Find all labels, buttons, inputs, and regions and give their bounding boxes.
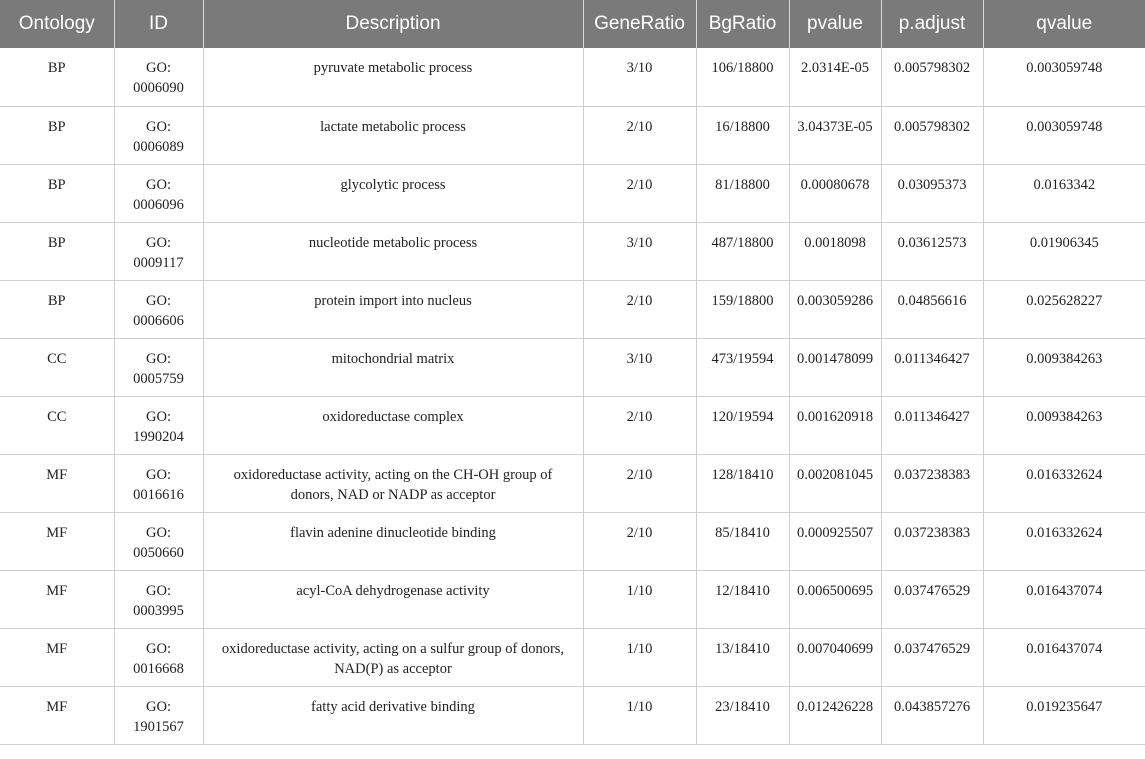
- header-p-adjust: p.adjust: [881, 0, 983, 48]
- cell-go-id: [114, 454, 203, 512]
- cell-description: fatty acid derivative binding: [203, 686, 583, 744]
- go-id-number: 1901567: [133, 718, 184, 735]
- cell-go-id: [114, 106, 203, 164]
- go-id-prefix: GO:: [146, 582, 171, 599]
- cell-pvalue: 0.001478099: [789, 338, 881, 396]
- cell-gene-ratio: 3/10: [583, 48, 696, 106]
- cell-bg-ratio: 120/19594: [696, 396, 789, 454]
- cell-ontology: MF: [0, 454, 114, 512]
- cell-go-id: [114, 628, 203, 686]
- table-row: [0, 106, 1145, 164]
- go-id-number: 0016668: [133, 660, 184, 677]
- table-header: [0, 0, 1145, 48]
- cell-description: oxidoreductase activity, acting on the CH-OH group of donors, NAD or NADP as acceptor: [203, 454, 583, 512]
- cell-go-id: [114, 164, 203, 222]
- go-id-number: 0003995: [133, 602, 184, 619]
- go-id-number: 0006096: [133, 196, 184, 213]
- cell-gene-ratio: 1/10: [583, 686, 696, 744]
- go-id-number: 0009117: [133, 254, 184, 271]
- go-id-prefix: GO:: [146, 350, 171, 367]
- cell-gene-ratio: 2/10: [583, 280, 696, 338]
- cell-p-adjust: 0.005798302: [881, 48, 983, 106]
- table-row: [0, 454, 1145, 512]
- cell-ontology: CC: [0, 338, 114, 396]
- cell-p-adjust: 0.037476529: [881, 570, 983, 628]
- cell-ontology: BP: [0, 280, 114, 338]
- cell-gene-ratio: 1/10: [583, 570, 696, 628]
- go-id-prefix: GO:: [146, 234, 171, 251]
- cell-bg-ratio: 487/18800: [696, 222, 789, 280]
- cell-p-adjust: 0.037238383: [881, 454, 983, 512]
- cell-bg-ratio: 128/18410: [696, 454, 789, 512]
- header-pvalue: pvalue: [789, 0, 881, 48]
- table-row: [0, 222, 1145, 280]
- go-id-number: 0050660: [133, 544, 184, 561]
- cell-pvalue: 3.04373E-05: [789, 106, 881, 164]
- table-row: [0, 280, 1145, 338]
- cell-qvalue: 0.016332624: [983, 512, 1145, 570]
- cell-ontology: BP: [0, 106, 114, 164]
- cell-go-id: [114, 512, 203, 570]
- header-row: [0, 0, 1145, 48]
- cell-qvalue: 0.016437074: [983, 570, 1145, 628]
- cell-go-id: [114, 222, 203, 280]
- go-id-number: 0006090: [133, 80, 184, 96]
- cell-p-adjust: 0.03095373: [881, 164, 983, 222]
- cell-ontology: MF: [0, 628, 114, 686]
- cell-pvalue: 0.007040699: [789, 628, 881, 686]
- go-id-number: 0006089: [133, 138, 184, 155]
- cell-description: acyl-CoA dehydrogenase activity: [203, 570, 583, 628]
- cell-bg-ratio: 13/18410: [696, 628, 789, 686]
- cell-ontology: MF: [0, 570, 114, 628]
- cell-gene-ratio: 3/10: [583, 338, 696, 396]
- cell-qvalue: 0.01906345: [983, 222, 1145, 280]
- cell-pvalue: 0.002081045: [789, 454, 881, 512]
- cell-gene-ratio: 2/10: [583, 106, 696, 164]
- go-id-number: 0005759: [133, 370, 184, 387]
- cell-description: pyruvate metabolic process: [203, 48, 583, 106]
- cell-ontology: MF: [0, 512, 114, 570]
- cell-gene-ratio: 2/10: [583, 396, 696, 454]
- cell-go-id: [114, 570, 203, 628]
- cell-pvalue: 0.0018098: [789, 222, 881, 280]
- cell-pvalue: 0.00080678: [789, 164, 881, 222]
- cell-ontology: MF: [0, 686, 114, 744]
- go-id-prefix: GO:: [146, 466, 171, 483]
- table-row: [0, 164, 1145, 222]
- cell-qvalue: 0.016437074: [983, 628, 1145, 686]
- cell-pvalue: 0.012426228: [789, 686, 881, 744]
- table-row: [0, 686, 1145, 744]
- header-id: ID: [114, 0, 203, 48]
- go-id-prefix: GO:: [146, 408, 171, 425]
- cell-description: lactate metabolic process: [203, 106, 583, 164]
- cell-description: flavin adenine dinucleotide binding: [203, 512, 583, 570]
- cell-gene-ratio: 3/10: [583, 222, 696, 280]
- cell-go-id: [114, 280, 203, 338]
- cell-gene-ratio: 2/10: [583, 454, 696, 512]
- cell-p-adjust: 0.04856616: [881, 280, 983, 338]
- header-bg-ratio: BgRatio: [696, 0, 789, 48]
- cell-ontology: BP: [0, 164, 114, 222]
- cell-description: glycolytic process: [203, 164, 583, 222]
- cell-bg-ratio: 81/18800: [696, 164, 789, 222]
- cell-pvalue: 0.001620918: [789, 396, 881, 454]
- cell-bg-ratio: 473/19594: [696, 338, 789, 396]
- go-id-prefix: GO:: [146, 524, 171, 541]
- cell-description: nucleotide metabolic process: [203, 222, 583, 280]
- cell-p-adjust: 0.011346427: [881, 338, 983, 396]
- go-id-number: 0016616: [133, 486, 184, 503]
- cell-qvalue: 0.025628227: [983, 280, 1145, 338]
- cell-description: protein import into nucleus: [203, 280, 583, 338]
- cell-qvalue: 0.009384263: [983, 338, 1145, 396]
- cell-qvalue: 0.019235647: [983, 686, 1145, 744]
- cell-p-adjust: 0.037238383: [881, 512, 983, 570]
- cell-bg-ratio: 159/18800: [696, 280, 789, 338]
- cell-go-id: [114, 686, 203, 744]
- cell-p-adjust: 0.043857276: [881, 686, 983, 744]
- cell-bg-ratio: 106/18800: [696, 48, 789, 106]
- cell-pvalue: 2.0314E-05: [789, 48, 881, 106]
- cell-gene-ratio: 2/10: [583, 164, 696, 222]
- cell-go-id: [114, 48, 203, 106]
- header-ontology: Ontology: [0, 0, 114, 48]
- cell-p-adjust: 0.037476529: [881, 628, 983, 686]
- table-row: [0, 396, 1145, 454]
- go-id-prefix: GO:: [146, 176, 171, 193]
- go-id-prefix: GO:: [146, 118, 171, 135]
- cell-p-adjust: 0.005798302: [881, 106, 983, 164]
- cell-ontology: BP: [0, 222, 114, 280]
- cell-p-adjust: 0.03612573: [881, 222, 983, 280]
- cell-ontology: BP: [0, 48, 114, 106]
- go-id-number: 0006606: [133, 312, 184, 329]
- go-id-prefix: GO:: [146, 698, 171, 715]
- cell-description: oxidoreductase activity, acting on a sulfur group of donors, NAD(P) as acceptor: [203, 628, 583, 686]
- cell-qvalue: 0.016332624: [983, 454, 1145, 512]
- cell-go-id: [114, 396, 203, 454]
- table-row: [0, 628, 1145, 686]
- cell-bg-ratio: 23/18410: [696, 686, 789, 744]
- go-id-prefix: GO:: [146, 60, 171, 76]
- cell-qvalue: 0.009384263: [983, 396, 1145, 454]
- cell-go-id: [114, 338, 203, 396]
- table-row: [0, 48, 1145, 106]
- table-row: [0, 338, 1145, 396]
- cell-qvalue: 0.003059748: [983, 48, 1145, 106]
- go-id-number: 1990204: [133, 428, 184, 445]
- cell-description: mitochondrial matrix: [203, 338, 583, 396]
- cell-bg-ratio: 16/18800: [696, 106, 789, 164]
- cell-pvalue: 0.003059286: [789, 280, 881, 338]
- header-qvalue: qvalue: [983, 0, 1145, 48]
- cell-gene-ratio: 2/10: [583, 512, 696, 570]
- cell-pvalue: 0.000925507: [789, 512, 881, 570]
- cell-qvalue: 0.003059748: [983, 106, 1145, 164]
- cell-bg-ratio: 12/18410: [696, 570, 789, 628]
- cell-gene-ratio: 1/10: [583, 628, 696, 686]
- header-description: Description: [203, 0, 583, 48]
- cell-ontology: CC: [0, 396, 114, 454]
- table-body: [0, 48, 1145, 744]
- table-row: [0, 570, 1145, 628]
- cell-bg-ratio: 85/18410: [696, 512, 789, 570]
- go-id-prefix: GO:: [146, 292, 171, 309]
- table-row: [0, 512, 1145, 570]
- cell-pvalue: 0.006500695: [789, 570, 881, 628]
- cell-qvalue: 0.0163342: [983, 164, 1145, 222]
- header-gene-ratio: GeneRatio: [583, 0, 696, 48]
- go-id-prefix: GO:: [146, 640, 171, 657]
- cell-p-adjust: 0.011346427: [881, 396, 983, 454]
- cell-description: oxidoreductase complex: [203, 396, 583, 454]
